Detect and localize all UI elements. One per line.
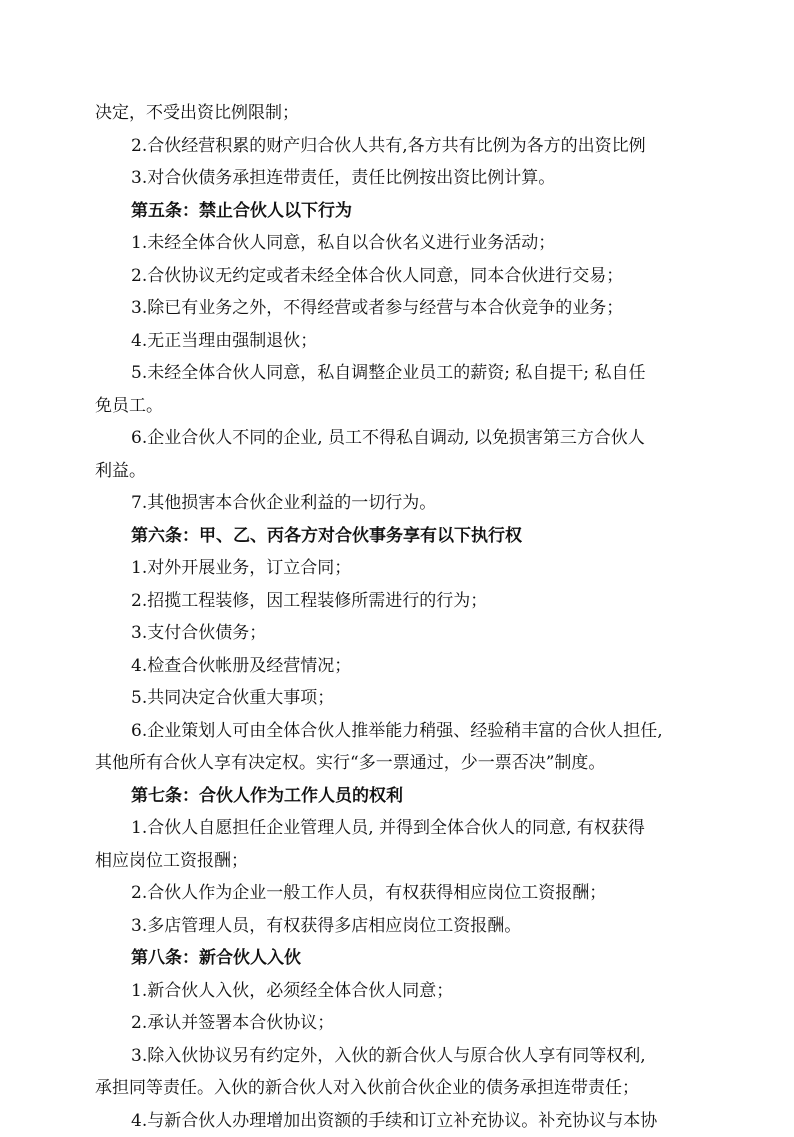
body-line: 1.合伙人自愿担任企业管理人员, 并得到全体合伙人的同意, 有权获得 — [95, 812, 705, 845]
body-line: 3.多店管理人员，有权获得多店相应岗位工资报酬。 — [95, 910, 705, 943]
body-line: 6.企业合伙人不同的企业, 员工不得私自调动, 以免损害第三方合伙人 — [95, 422, 705, 455]
body-line: 2.合伙人作为企业一般工作人员，有权获得相应岗位工资报酬； — [95, 877, 705, 910]
body-line: 其他所有合伙人享有决定权。实行“多一票通过，少一票否决”制度。 — [95, 747, 705, 780]
body-line: 3.除入伙协议另有约定外，入伙的新合伙人与原合伙人享有同等权利, — [95, 1040, 705, 1073]
body-line: 2.合伙经营积累的财产归合伙人共有,各方共有比例为各方的出资比例 — [95, 130, 705, 163]
body-line: 5.共同决定合伙重大事项； — [95, 682, 705, 715]
body-line: 3.除已有业务之外，不得经营或者参与经营与本合伙竞争的业务； — [95, 292, 705, 325]
body-line: 利益。 — [95, 455, 705, 488]
body-line: 5.未经全体合伙人同意，私自调整企业员工的薪资; 私自提干; 私自任 — [95, 357, 705, 390]
body-line: 免员工。 — [95, 390, 705, 423]
body-line: 3.对合伙债务承担连带责任，责任比例按出资比例计算。 — [95, 162, 705, 195]
body-line: 1.未经全体合伙人同意，私自以合伙名义进行业务活动； — [95, 227, 705, 260]
document-body — [95, 97, 705, 1137]
body-line: 2.合伙协议无约定或者未经全体合伙人同意，同本合伙进行交易； — [95, 260, 705, 293]
article-heading-7: 第七条：合伙人作为工作人员的权利 — [95, 780, 705, 813]
body-line: 3.支付合伙债务； — [95, 617, 705, 650]
body-line: 2.招揽工程装修，因工程装修所需进行的行为； — [95, 585, 705, 618]
body-line: 相应岗位工资报酬； — [95, 845, 705, 878]
article-heading-8: 第八条：新合伙人入伙 — [95, 942, 705, 975]
body-line: 4.检查合伙帐册及经营情况； — [95, 650, 705, 683]
body-line: 7.其他损害本合伙企业利益的一切行为。 — [95, 487, 705, 520]
body-line: 承担同等责任。入伙的新合伙人对入伙前合伙企业的债务承担连带责任； — [95, 1072, 705, 1105]
body-line: 4.无正当理由强制退伙； — [95, 325, 705, 358]
body-line: 1.对外开展业务，订立合同； — [95, 552, 705, 585]
body-line: 决定，不受出资比例限制； — [95, 97, 705, 130]
article-heading-5: 第五条：禁止合伙人以下行为 — [95, 195, 705, 228]
body-line: 4.与新合伙人办理增加出资额的手续和订立补充协议。补充协议与本协 — [95, 1105, 705, 1137]
body-line: 6.企业策划人可由全体合伙人推举能力稍强、经验稍丰富的合伙人担任, — [95, 715, 705, 748]
body-line: 1.新合伙人入伙，必须经全体合伙人同意； — [95, 975, 705, 1008]
body-line: 2.承认并签署本合伙协议； — [95, 1007, 705, 1040]
article-heading-6: 第六条：甲、乙、丙各方对合伙事务享有以下执行权 — [95, 520, 705, 553]
